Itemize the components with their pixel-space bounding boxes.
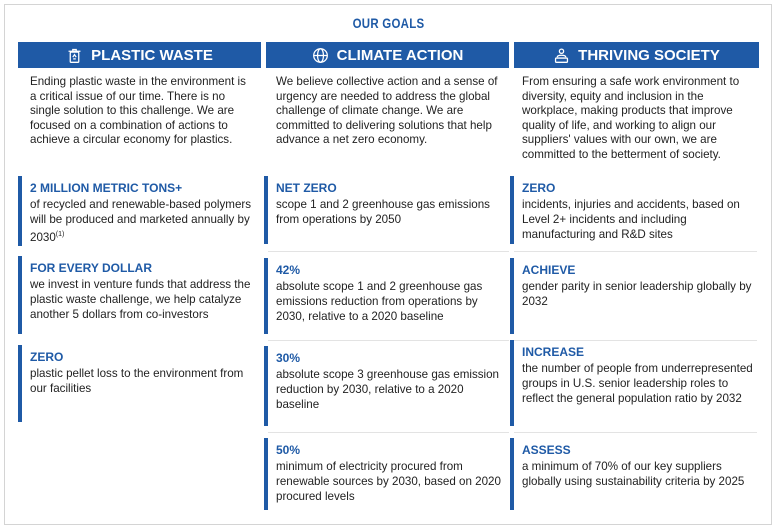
goal-head: NET ZERO <box>276 181 337 195</box>
globe-icon <box>312 47 329 64</box>
goal-head: ZERO <box>522 181 556 195</box>
goal-head: 2 MILLION METRIC TONS+ <box>30 181 183 195</box>
divider <box>268 432 509 433</box>
goal-head: FOR EVERY DOLLAR <box>30 261 153 275</box>
goal-body <box>30 198 261 245</box>
divider <box>514 432 757 433</box>
page-title: OUR GOALS <box>352 15 425 31</box>
goal-item <box>264 176 509 244</box>
people-icon <box>553 47 570 64</box>
header-plastic-waste <box>18 42 261 68</box>
goal-head: 30% <box>276 351 301 365</box>
goal-item <box>510 340 757 426</box>
goal-body: incidents, injuries and accidents, based on Level 2+ incidents and including manufacturing and R&D sites <box>522 198 740 241</box>
header-label: PLASTIC WASTE <box>91 46 213 64</box>
header-label: THRIVING SOCIETY <box>578 46 720 64</box>
recycle-bin-icon <box>66 47 83 64</box>
header-label: CLIMATE ACTION <box>336 46 464 64</box>
goal-head: ZERO <box>30 350 64 364</box>
goal-body: scope 1 and 2 greenhouse gas emissions from operations by 2050 <box>276 198 490 226</box>
goal-item <box>510 176 757 244</box>
goal-item <box>264 438 509 510</box>
goal-body: absolute scope 1 and 2 greenhouse gas emissions reduction from operations by 2030, relative to a 2020 baseline <box>276 280 483 323</box>
goal-item <box>510 258 757 334</box>
footnote-mark: (1) <box>55 230 65 238</box>
goal-body: the number of people from underrepresented groups in U.S. senior leadership roles to reflect the general population ratio by 2032 <box>522 362 753 405</box>
goal-body: absolute scope 3 greenhouse gas emission reduction by 2030, relative to a 2020 baseline <box>276 368 500 411</box>
goal-body: gender parity in senior leadership globally by 2032 <box>522 280 752 308</box>
goal-item <box>18 345 261 422</box>
goal-item <box>264 346 509 426</box>
goal-body: we invest in venture funds that address the plastic waste challenge, we help catalyze another 5 dollars from co-investors <box>30 278 251 321</box>
intro-climate-action: We believe collective action and a sense of urgency are needed to address the global challenge of climate change. We are committed to delivering solutions that help advance a net zero economy. <box>276 75 498 147</box>
goal-head: ASSESS <box>522 443 571 457</box>
header-thriving-society <box>514 42 759 68</box>
header-climate-action <box>266 42 509 68</box>
goal-head: 50% <box>276 443 301 457</box>
goal-body: plastic pellet loss to the environment from our facilities <box>30 367 244 395</box>
goal-item <box>510 438 757 510</box>
goal-body: minimum of electricity procured from renewable sources by 2030, based on 2020 procured levels <box>276 460 501 503</box>
goal-item <box>18 256 261 334</box>
divider <box>268 251 509 252</box>
goal-item <box>264 258 509 334</box>
goal-head: ACHIEVE <box>522 263 576 277</box>
divider <box>268 340 509 341</box>
goal-item <box>18 176 261 246</box>
goal-body-text: of recycled and renewable-based polymers will be produced and marketed annually by 2030 <box>30 198 252 244</box>
goal-head: 42% <box>276 263 301 277</box>
goal-head: INCREASE <box>522 345 585 359</box>
intro-thriving-society: From ensuring a safe work environment to diversity, equity and inclusion in the workplace, making products that improve quality of life, and working to align our suppliers' values with our own, we are committed to the betterment of society. <box>522 75 740 161</box>
goal-body: a minimum of 70% of our key suppliers globally using sustainability criteria by 2025 <box>522 460 745 488</box>
intro-plastic-waste: Ending plastic waste in the environment is a critical issue of our time. There is no single solution to this challenge. We are focused on a combination of actions to achieve a circular economy for plastics. <box>30 75 246 147</box>
divider <box>514 251 757 252</box>
